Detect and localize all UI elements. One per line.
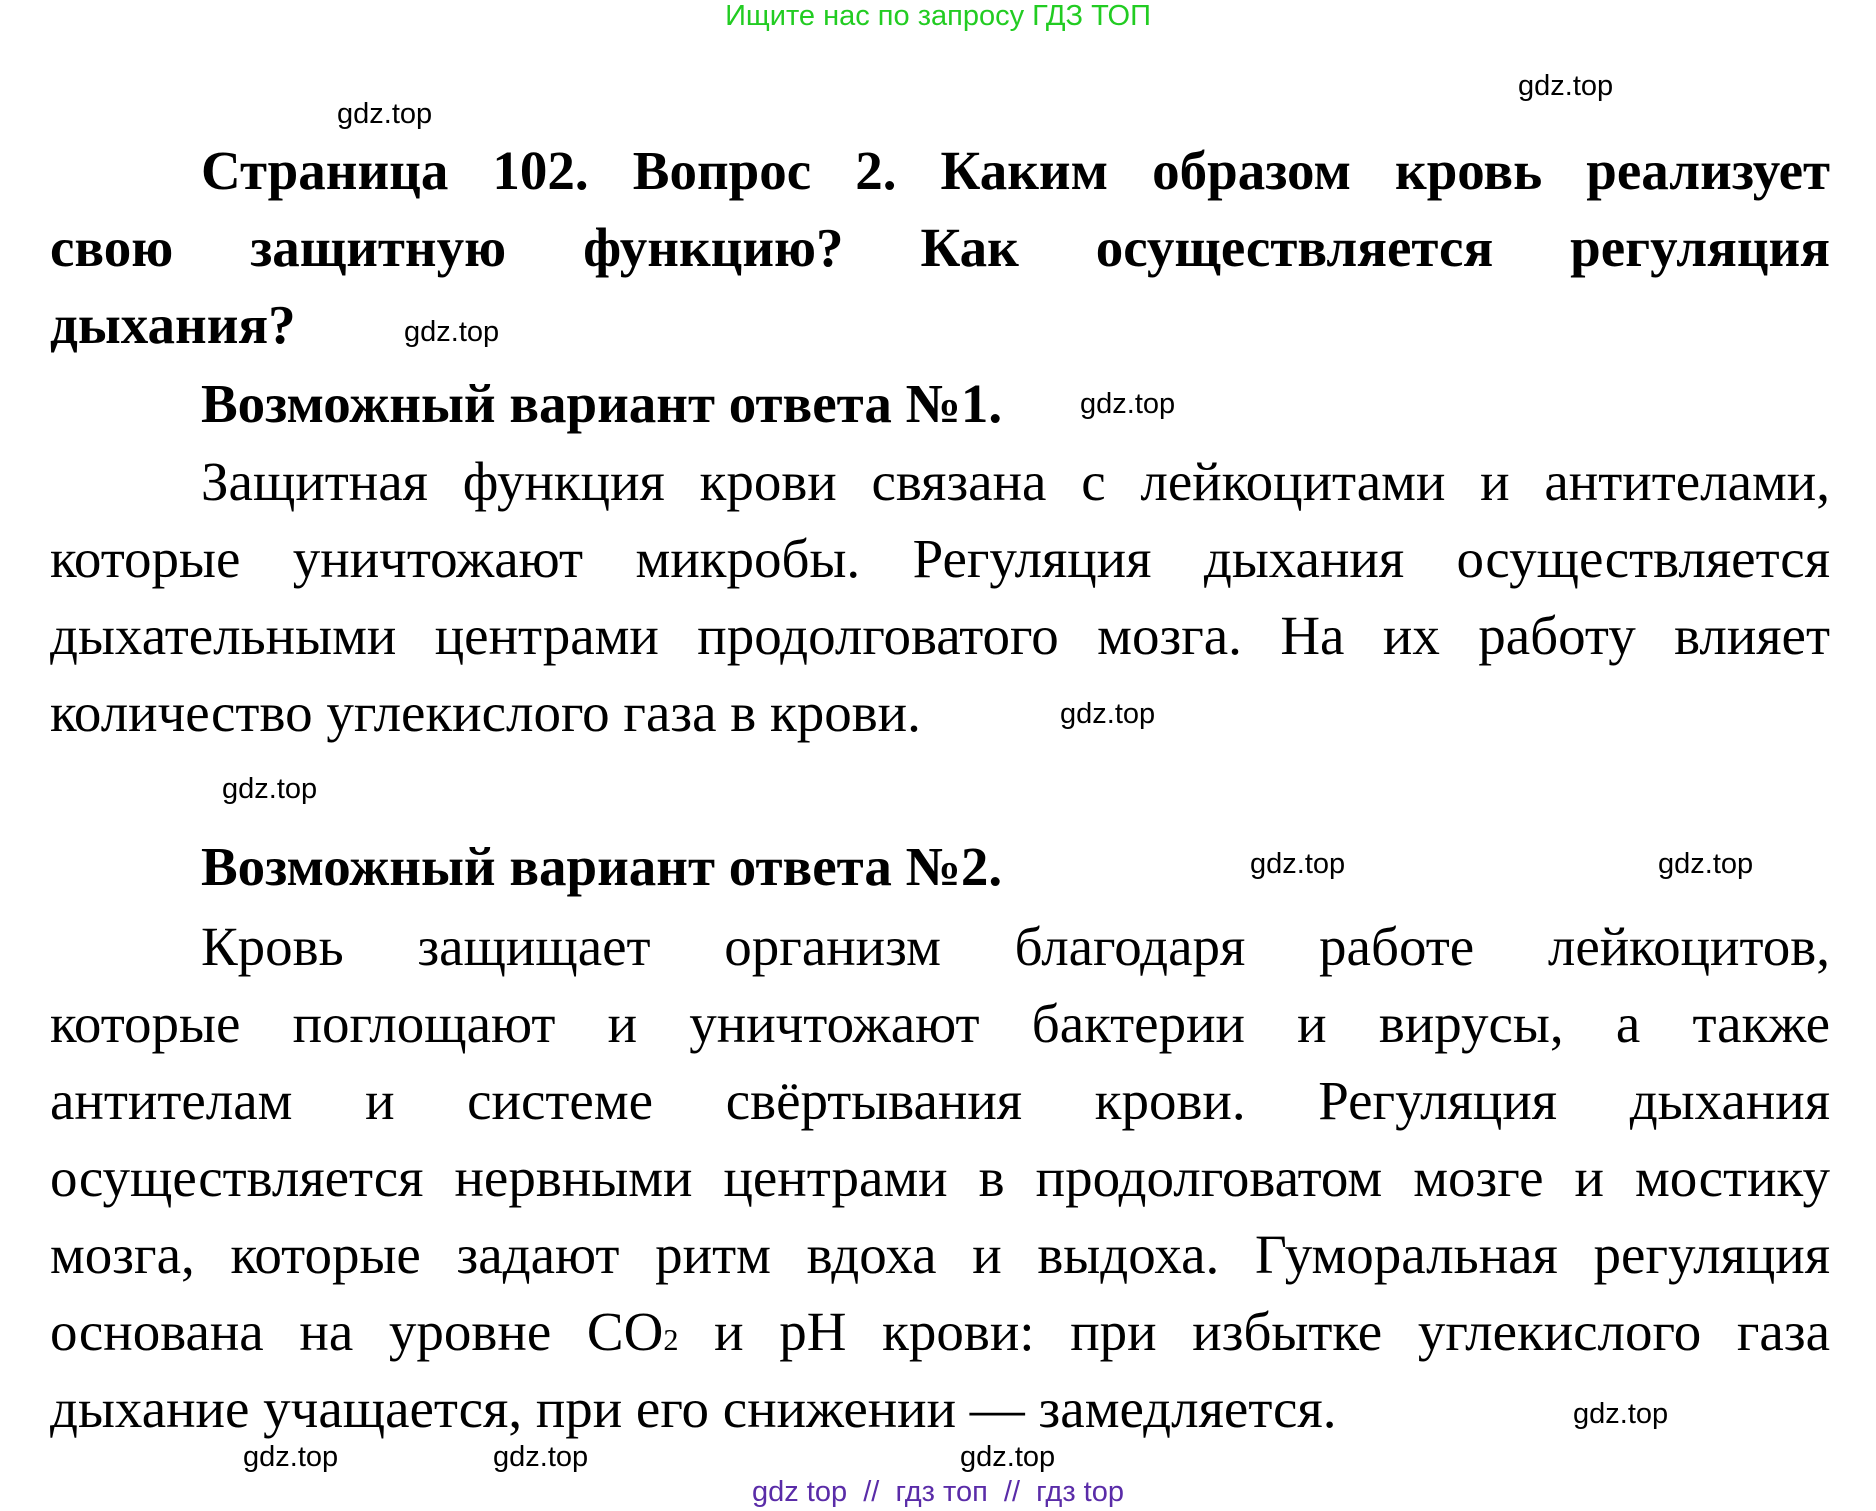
answer2-line: антителам и системе свёртывания крови. Регуляция дыхания: [50, 1070, 1830, 1131]
answer2-line: осуществляется нервными центрами в продолговатом мозге и мостику: [50, 1147, 1830, 1208]
answer1-line: Защитная функция крови связана с лейкоцитами и антителами,: [201, 451, 1830, 512]
answer2-line: Кровь защищает организм благодаря работе лейкоцитов,: [201, 916, 1830, 977]
answer2-line: которые поглощают и уничтожают бактерии и вирусы, а также: [50, 993, 1830, 1054]
watermark: gdz.top: [1080, 388, 1176, 420]
watermark: gdz.top: [404, 316, 500, 348]
watermark: gdz.top: [960, 1441, 1056, 1473]
watermark: gdz.top: [1518, 70, 1614, 102]
answer1-line: которые уничтожают микробы. Регуляция дыхания осуществляется: [50, 528, 1830, 589]
answer2-line: [50, 1301, 1830, 1368]
answer2-heading: Возможный вариант ответа №2.: [201, 836, 1003, 897]
answer2-line-part: [50, 1301, 1830, 1362]
watermark: gdz.top: [493, 1441, 589, 1473]
answer1-line: дыхательными центрами продолговатого мозга. На их работу влияет: [50, 605, 1830, 666]
question-heading-line: свою защитную функцию? Как осуществляется регуляция: [50, 217, 1830, 278]
answer2-line: мозга, которые задают ритм вдоха и выдоха. Гуморальная регуляция: [50, 1224, 1830, 1285]
watermark: gdz.top: [1250, 848, 1346, 880]
watermark: gdz.top: [1060, 698, 1156, 730]
watermark: gdz.top: [1658, 848, 1754, 880]
watermark: gdz.top: [1573, 1398, 1669, 1430]
answer1-heading: Возможный вариант ответа №1.: [201, 373, 1003, 434]
watermark: gdz.top: [337, 98, 433, 130]
footer-links[interactable]: gdz top // гдз топ // гдз top: [751, 1476, 1124, 1508]
search-banner[interactable]: Ищите нас по запросу ГДЗ ТОП: [725, 0, 1151, 32]
question-heading-line: дыхания?: [50, 294, 296, 355]
subscript-2: 2: [663, 1323, 679, 1357]
co2-text: основана на уровне CO: [50, 1301, 664, 1362]
question-heading-line: Страница 102. Вопрос 2. Каким образом кровь реализует: [201, 140, 1830, 201]
watermark: gdz.top: [243, 1441, 339, 1473]
answer1-line: количество углекислого газа в крови.: [50, 682, 921, 743]
answer2-line: дыхание учащается, при его снижении — замедляется.: [50, 1378, 1337, 1439]
answer2-line-rest: и pH крови: при избытке углекислого газа: [678, 1301, 1830, 1362]
watermark: gdz.top: [222, 773, 318, 805]
